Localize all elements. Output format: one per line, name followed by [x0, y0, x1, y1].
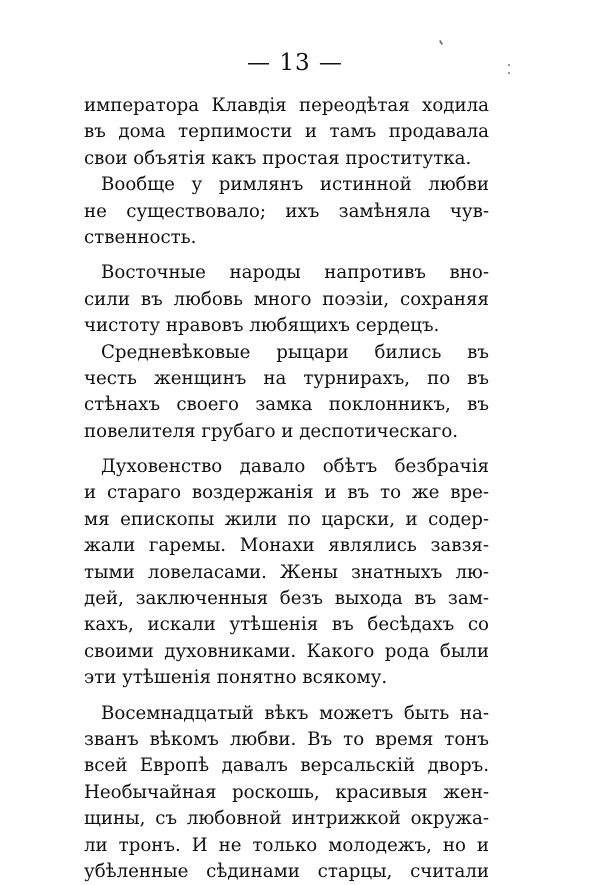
- text-line: убѣленные сѣдинами старцы, считали: [84, 860, 489, 882]
- paragraph-gap: [84, 251, 489, 260]
- text-line: и стараго воздержанія и въ то же вре-: [84, 482, 489, 504]
- text-line: чистоту нравовъ любящихъ сердецъ.: [84, 315, 440, 337]
- body-text: [84, 93, 489, 885]
- paragraph: [84, 260, 489, 339]
- text-line: Вообще у римлянъ истинной любви: [101, 174, 489, 196]
- paragraph: [84, 701, 489, 885]
- text-line: Восточные народы напротивъ вно-: [101, 262, 489, 284]
- scan-mark: [508, 72, 510, 74]
- text-line: повелителя грубаго и деспотическаго.: [84, 420, 459, 442]
- text-line: Духовенство давало обѣтъ безбрачія: [101, 456, 489, 478]
- scan-mark: [439, 40, 443, 45]
- paragraph: [84, 93, 489, 172]
- text-line: кахъ, искали утѣшенія въ бесѣдахъ со: [84, 614, 489, 636]
- text-line: званъ вѣкомъ любви. Въ то время тонъ: [84, 728, 489, 750]
- text-line: въ дома терпимости и тамъ продавала: [84, 121, 489, 143]
- text-line: щины, съ любовной интрижкой окружа-: [84, 808, 489, 830]
- text-line: эти утѣшенія понятно всякому.: [84, 667, 388, 689]
- text-line: своими духовниками. Какого рода были: [84, 640, 489, 662]
- text-line: сили въ любовь много поэзіи, сохраняя: [84, 288, 489, 310]
- paragraph-gap: [84, 692, 489, 701]
- text-line: Восемнадцатый вѣкъ можетъ быть на-: [101, 702, 489, 724]
- text-line: ли тронъ. И не только молодежъ, но и: [84, 834, 489, 856]
- page-number: — 13 —: [247, 50, 343, 76]
- paragraph: [84, 454, 489, 692]
- text-line: свои объятія какъ простая проститутка.: [84, 147, 472, 169]
- text-line: Средневѣковые рыцари бились въ: [101, 341, 489, 363]
- scan-mark: [508, 64, 510, 66]
- text-line: не существовало; ихъ замѣняла чув-: [84, 200, 489, 222]
- text-line: честь женщинъ на турнирахъ, по въ: [84, 367, 489, 389]
- paragraph: [84, 172, 489, 251]
- text-line: Необычайная роскошь, красивыя жен-: [84, 781, 489, 803]
- paragraph-gap: [84, 445, 489, 454]
- text-line: ственность.: [84, 226, 197, 248]
- text-line: императора Клавдія переодѣтая ходила: [84, 95, 489, 116]
- text-line: мя епископы жили по царски, и содер-: [84, 508, 489, 530]
- text-line: стѣнахъ своего замка поклонникъ, въ: [84, 394, 489, 416]
- text-line: всей Европѣ давалъ версальскій дворъ.: [84, 755, 489, 777]
- text-line: дей, заключенныя безъ выхода въ зам-: [84, 588, 489, 610]
- text-line: жали гаремы. Монахи являлись завзя-: [84, 535, 489, 557]
- paragraph: [84, 340, 489, 446]
- text-line: тыми ловеласами. Жены знатныхъ лю-: [84, 561, 489, 583]
